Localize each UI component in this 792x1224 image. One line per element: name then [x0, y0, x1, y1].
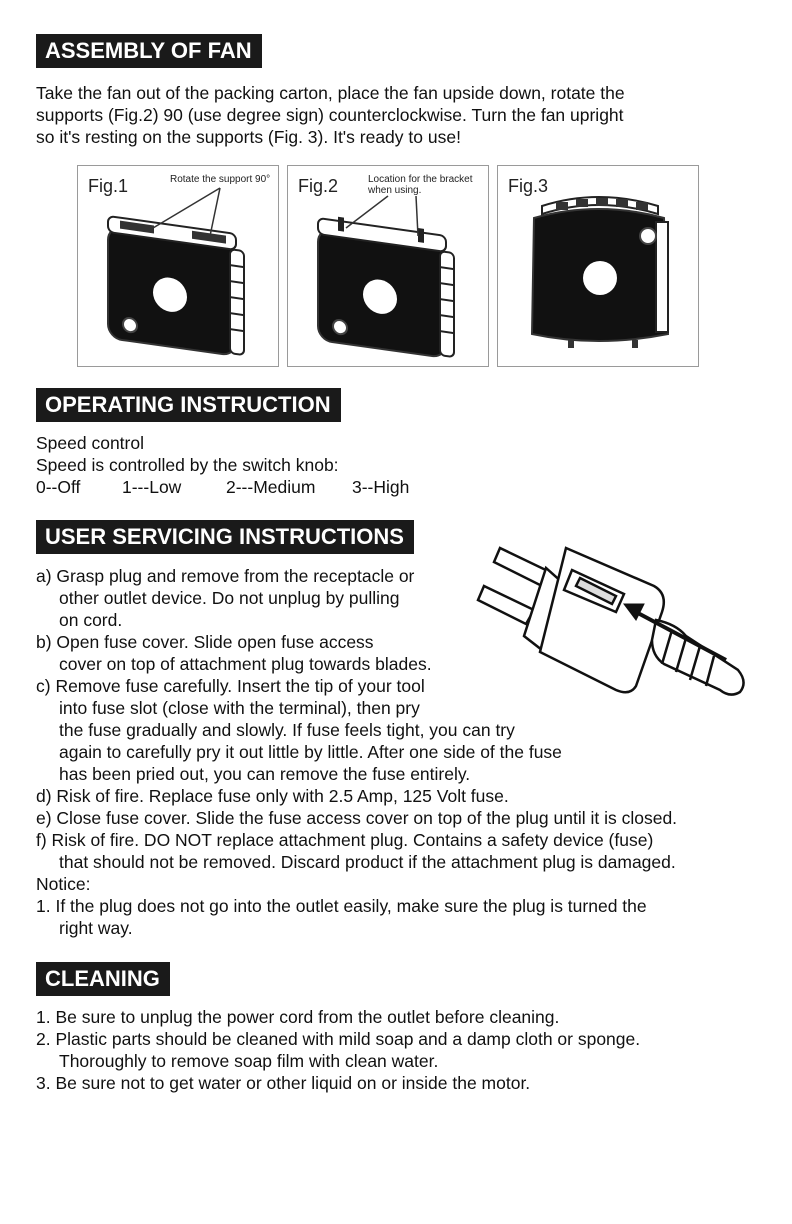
- speed-settings: [36, 476, 409, 498]
- servicing-line: into fuse slot (close with the terminal), then pry: [59, 698, 420, 718]
- speed-high: 3--High: [352, 477, 410, 497]
- notice-label: Notice:: [36, 874, 91, 894]
- figure-1: [77, 165, 279, 367]
- servicing-line: right way.: [59, 918, 133, 938]
- cleaning-line: 2. Plastic parts should be cleaned with mild soap and a damp cloth or sponge.: [36, 1029, 641, 1049]
- cleaning-line: 1. Be sure to unplug the power cord from the outlet before cleaning.: [36, 1007, 560, 1027]
- speed-off: 0--Off: [36, 477, 81, 497]
- servicing-line: 1. If the plug does not go into the outlet easily, make sure the plug is turned the: [36, 896, 647, 916]
- assembly-line: Take the fan out of the packing carton, place the fan upside down, rotate the: [36, 83, 625, 103]
- servicing-line: again to carefully pry it out little by little. After one side of the fuse: [59, 742, 562, 762]
- operating-line: Speed is controlled by the switch knob:: [36, 455, 339, 475]
- assembly-line: supports (Fig.2) 90 (use degree sign) counterclockwise. Turn the fan upright: [36, 105, 624, 125]
- servicing-line: has been pried out, you can remove the fuse entirely.: [59, 764, 471, 784]
- cleaning-line: 3. Be sure not to get water or other liquid on or inside the motor.: [36, 1073, 531, 1093]
- assembly-heading: ASSEMBLY OF FAN: [36, 34, 262, 68]
- servicing-line: on cord.: [59, 610, 123, 630]
- assembly-line: so it's resting on the supports (Fig. 3). It's ready to use!: [36, 127, 461, 147]
- speed-low: 1---Low: [122, 477, 182, 497]
- servicing-line: the fuse gradually and slowly. If fuse feels tight, you can try: [59, 720, 515, 740]
- operating-heading: OPERATING INSTRUCTION: [36, 388, 341, 422]
- operating-text: [36, 432, 409, 498]
- figure-1-note: Rotate the support 90°: [170, 174, 271, 185]
- servicing-line: cover on top of attachment plug towards blades.: [59, 654, 432, 674]
- operating-line: Speed control: [36, 433, 144, 453]
- servicing-heading: USER SERVICING INSTRUCTIONS: [36, 520, 414, 554]
- figure-1-label: Fig.1: [88, 176, 129, 196]
- servicing-line: f) Risk of fire. DO NOT replace attachment plug. Contains a safety device (fuse): [36, 830, 654, 850]
- figure-2-note: Location for the bracket when using.: [368, 174, 473, 196]
- speed-medium: 2---Medium: [226, 477, 316, 497]
- attachment-plug-illustration: [476, 540, 752, 696]
- figure-3: [497, 165, 699, 367]
- cleaning-heading: CLEANING: [36, 962, 170, 996]
- cleaning-text: [36, 1006, 640, 1094]
- figure-2-label: Fig.2: [298, 176, 339, 196]
- servicing-line: that should not be removed. Discard product if the attachment plug is damaged.: [59, 852, 676, 872]
- servicing-line: b) Open fuse cover. Slide open fuse access: [36, 632, 374, 652]
- servicing-line: a) Grasp plug and remove from the receptacle or: [36, 566, 415, 586]
- servicing-line: c) Remove fuse carefully. Insert the tip of your tool: [36, 676, 425, 696]
- cleaning-line: Thoroughly to remove soap film with clean water.: [59, 1051, 439, 1071]
- figure-3-label: Fig.3: [508, 176, 549, 196]
- servicing-line: d) Risk of fire. Replace fuse only with 2.5 Amp, 125 Volt fuse.: [36, 786, 509, 806]
- figure-2: [287, 165, 489, 367]
- servicing-line: other outlet device. Do not unplug by pulling: [59, 588, 400, 608]
- assembly-text: [36, 82, 625, 148]
- servicing-line: e) Close fuse cover. Slide the fuse access cover on top of the plug until it is closed.: [36, 808, 678, 828]
